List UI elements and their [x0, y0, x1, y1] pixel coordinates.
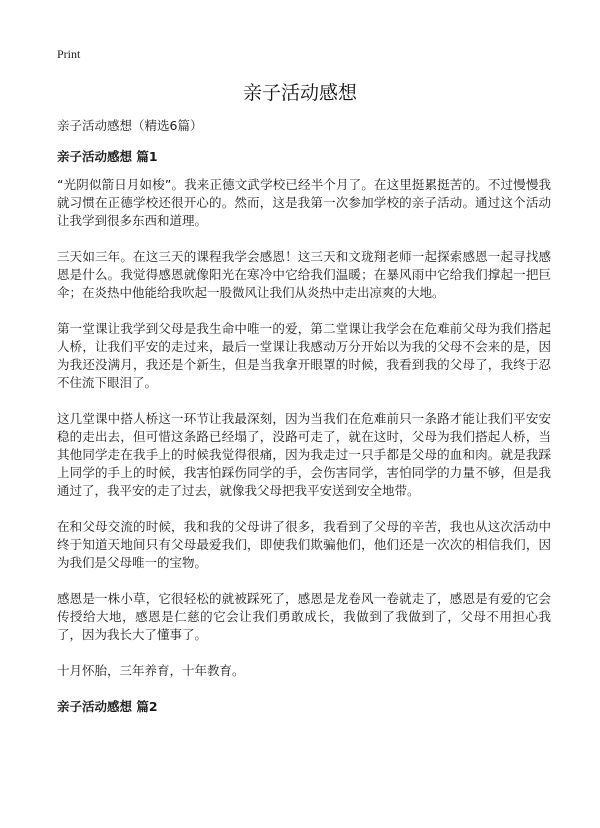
- section-heading-1: 亲子活动感想 篇1: [57, 149, 158, 164]
- document-body: [57, 117, 551, 726]
- page-title: 亲子活动感想: [242, 82, 357, 104]
- paragraph: “光阴似箭日月如梭”。我来正德文武学校已经半个月了。在这里挺累挺苦的。不过慢慢我就习惯在正德学校还很开心的。然而，这是我第一次参加学校的亲子活动。通过这个活动让我学到很多东西和道理。: [57, 177, 551, 228]
- paragraph: 三天如三年。在这三天的课程我学会感恩！这三天和文珑翔老师一起探索感恩一起寻找感恩是什么。我觉得感恩就像阳光在寒冷中它给我们温暖；在暴风雨中它给我们撑起一把巨伞；在炎热中他能给我吹起一股微风让我们从炎热中走出凉爽的大地。: [57, 249, 551, 300]
- print-link[interactable]: Print: [57, 47, 81, 61]
- document-subtitle: 亲子活动感想（精选6篇）: [57, 118, 203, 133]
- section-heading-2: 亲子活动感想 篇2: [57, 699, 158, 714]
- paragraph: 第一堂课让我学到父母是我生命中唯一的爱，第二堂课让我学会在危难前父母为我们搭起人桥，让我们平安的走过来，最后一堂课让我感动万分开始以为我的父母不会来的是，因为我还没满月，我还是个新生，但是当我拿开眼罩的时候，我看到我的父母了，我终于忍不住流下眼泪了。: [57, 321, 551, 390]
- paragraph: 在和父母交流的时候，我和我的父母讲了很多，我看到了父母的辛苦，我也从这次活动中终于知道天地间只有父母最爱我们，即使我们欺骗他们，他们还是一次次的相信我们，因为我们是父母唯一的宝物。: [57, 519, 551, 570]
- paragraph: 感恩是一株小草，它很轻松的就被踩死了，感恩是龙卷风一卷就走了，感恩是有爱的它会传授给大地，感恩是仁慈的它会让我们勇敢成长，我做到了我做到了，父母不用担心我了，因为我长大了懂事了。: [57, 591, 551, 642]
- paragraph: 这几堂课中搭人桥这一环节让我最深刻，因为当我们在危难前只一条路才能让我们平安安稳的走出去，但可惜这条路已经塌了，没路可走了，就在这时，父母为我们搭起人桥，当其他同学走在我手上的时候我觉得很痛，因为我走过一只手都是父母的血和肉。就是我踩上同学的手上的时候，我害怕踩伤同学的手，会伤害同学，害怕同学的力量不够，但是我通过了，我平安的走了过去，就像我父母把我平安送到安全地带。: [57, 411, 551, 498]
- paragraph: 十月怀胎，三年养育，十年教育。: [57, 663, 245, 678]
